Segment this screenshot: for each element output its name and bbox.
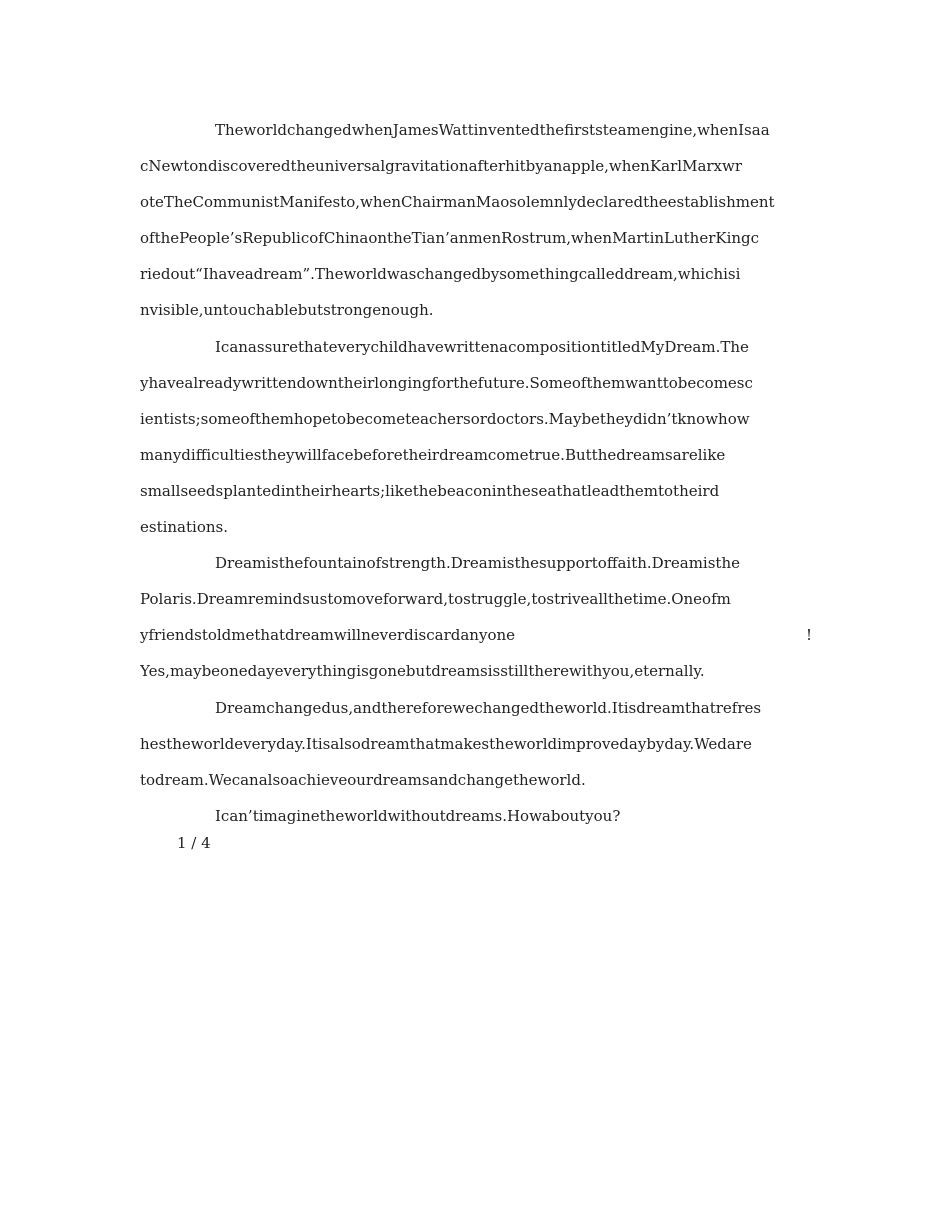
page-number: 1 / 4 — [177, 834, 211, 852]
paragraph-line: cNewtondiscoveredtheuniversalgravitationafterhitbyanapple,whenKarlMarxwr — [140, 157, 743, 176]
paragraph — [140, 112, 812, 329]
paragraph-line: Yes,maybeonedayeverythingisgonebutdreamsisstilltherewithyou,eternally. — [140, 662, 705, 681]
paragraph-line: riedout“Ihaveadream”.Theworldwaschangedbysomethingcalleddream,whichisi — [140, 265, 741, 284]
paragraph-line: ofthePeople’sRepublicofChinaontheTian’anmenRostrum,whenMartinLutherKingc — [140, 229, 760, 248]
paragraph-line: todream.Wecanalsoachieveourdreamsandchangetheworld. — [140, 770, 586, 789]
paragraph — [140, 798, 812, 834]
paragraph-line: nvisible,untouchablebutstrongenough. — [140, 301, 434, 320]
paragraph — [140, 545, 812, 689]
paragraph-line: Ican’timaginetheworldwithoutdreams.Howaboutyou? — [215, 806, 621, 825]
paragraph-line: smallseedsplantedintheirhearts;likethebeaconintheseathatleadthemtotheird — [140, 481, 720, 500]
paragraph-line: yhavealreadywrittendowntheirlongingforthefuture.Someofthemwanttobecomesc — [140, 373, 753, 392]
paragraph-line: Polaris.Dreamremindsustomoveforward,tostruggle,tostriveallthetime.Oneofm — [140, 590, 731, 609]
paragraph-line: estinations. — [140, 518, 228, 537]
paragraph-line: manydifficultiestheywillfacebeforetheirdreamcometrue.Butthedreamsarelike — [140, 445, 726, 464]
paragraph-line: hestheworldeveryday.Itisalsodreamthatmakestheworldimprovedaybyday.Wedare — [140, 734, 752, 753]
paragraph — [140, 329, 812, 546]
paragraph-line: yfriendstoldmethatdreamwillneverdiscardanyone ! — [140, 626, 812, 645]
paragraph — [140, 690, 812, 798]
paragraph-line: Dreamchangedus,andthereforewechangedtheworld.Itisdreamthatrefres — [215, 698, 762, 717]
paragraph-line: ientists;someofthemhopetobecometeachersordoctors.Maybetheydidn’tknowhow — [140, 409, 750, 428]
paragraph-line: oteTheCommunistManifesto,whenChairmanMaosolemnlydeclaredtheestablishment — [140, 193, 775, 212]
essay-body — [140, 112, 812, 834]
paragraph-line: TheworldchangedwhenJamesWattinventedthefirststeamengine,whenIsaa — [215, 121, 770, 139]
paragraph-line: IcanassurethateverychildhavewrittenacompositiontitledMyDream.The — [215, 337, 749, 356]
paragraph-line: Dreamisthefountainofstrength.Dreamisthesupportoffaith.Dreamisthe — [215, 554, 740, 573]
